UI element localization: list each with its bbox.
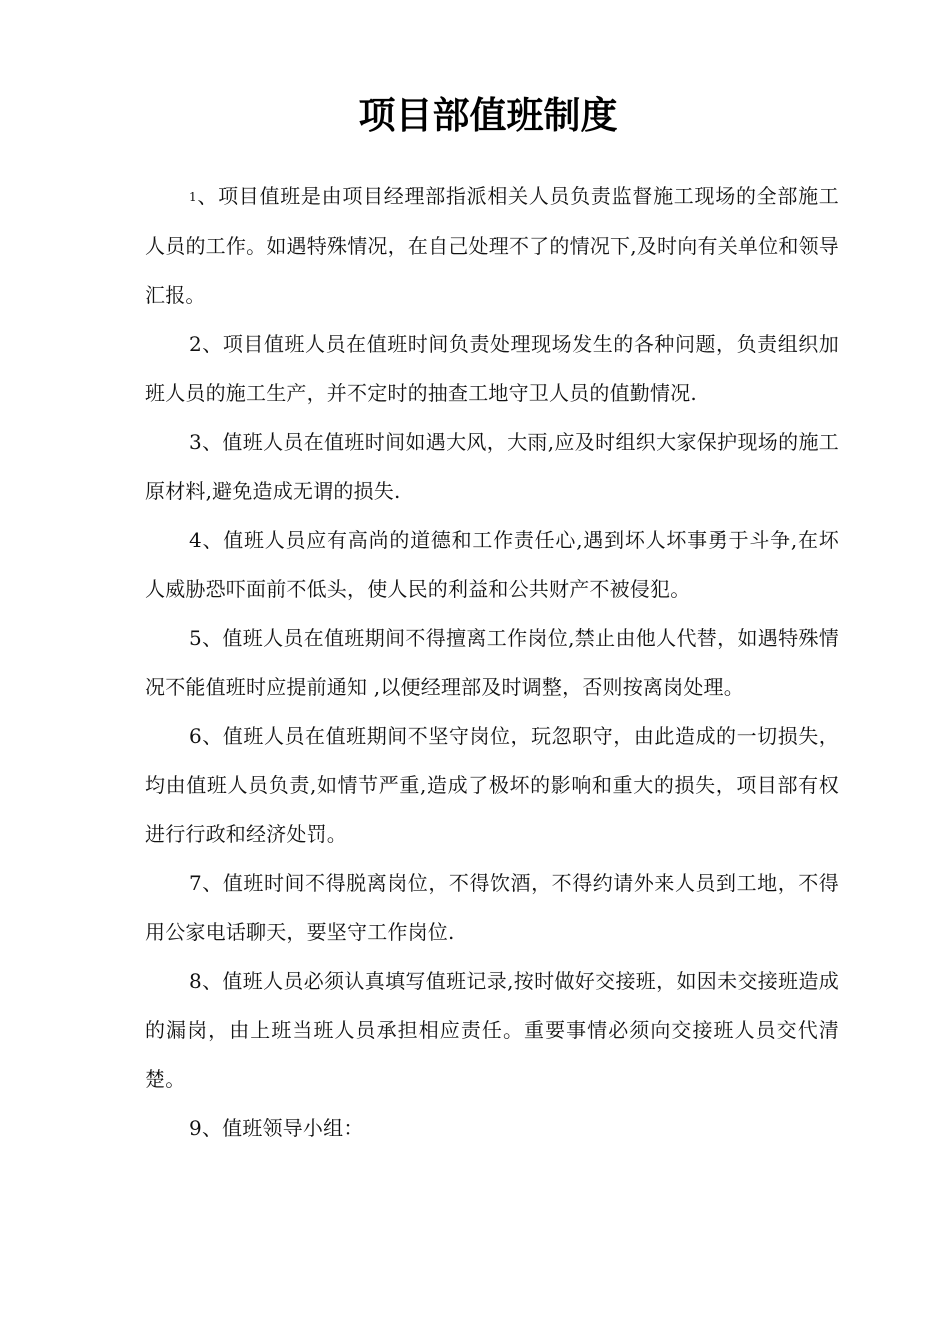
paragraph-number: 5 bbox=[189, 626, 202, 650]
paragraph-text: 、值班人员在值班时间如遇大风，大雨,应及时组织大家保护现场的施工原材料,避免造成无谓的损失. bbox=[145, 430, 839, 503]
paragraph-number: 4 bbox=[189, 528, 202, 552]
paragraph-text: 、值班人员应有高尚的道德和工作责任心,遇到坏人坏事勇于斗争,在坏人威胁恐吓面前不低头，使人民的利益和公共财产不被侵犯。 bbox=[145, 528, 839, 601]
paragraph-6 bbox=[145, 712, 839, 859]
paragraph-number: 6 bbox=[189, 724, 202, 748]
paragraph-number: 1 bbox=[189, 190, 197, 204]
paragraph-text: 、值班人员必须认真填写值班记录,按时做好交接班，如因未交接班造成的漏岗，由上班当班人员承担相应责任。重要事情必须向交接班人员交代清楚。 bbox=[145, 969, 839, 1091]
paragraph-text: 、项目值班人员在值班时间负责处理现场发生的各种问题，负责组织加班人员的施工生产，并不定时的抽查工地守卫人员的值勤情况. bbox=[145, 332, 839, 405]
paragraph-3 bbox=[145, 418, 839, 516]
paragraph-number: 3 bbox=[189, 430, 202, 454]
paragraph-9 bbox=[145, 1104, 839, 1153]
paragraph-number: 2 bbox=[189, 332, 202, 356]
paragraph-1 bbox=[145, 172, 839, 320]
paragraph-text: 、值班人员在值班期间不得擅离工作岗位,禁止由他人代替，如遇特殊情况不能值班时应提前通知 ,以便经理部及时调整，否则按离岗处理。 bbox=[145, 626, 839, 699]
paragraph-number: 7 bbox=[189, 871, 202, 895]
document-title: 项目部值班制度 bbox=[358, 94, 618, 137]
paragraph-7 bbox=[145, 859, 839, 957]
document-body bbox=[145, 172, 839, 1153]
paragraph-number: 8 bbox=[189, 969, 202, 993]
paragraph-5 bbox=[145, 614, 839, 712]
paragraph-8 bbox=[145, 957, 839, 1104]
paragraph-text: 、项目值班是由项目经理部指派相关人员负责监督施工现场的全部施工人员的工作。如遇特殊情况，在自己处理不了的情况下,及时向有关单位和领导汇报。 bbox=[145, 184, 839, 307]
paragraph-number: 9 bbox=[189, 1116, 202, 1140]
paragraph-2 bbox=[145, 320, 839, 418]
paragraph-text: 、值班时间不得脱离岗位，不得饮酒，不得约请外来人员到工地，不得用公家电话聊天，要坚守工作岗位. bbox=[145, 871, 839, 944]
paragraph-text: 、值班人员在值班期间不坚守岗位，玩忽职守，由此造成的一切损失，均由值班人员负责,如情节严重,造成了极坏的影响和重大的损失，项目部有权进行行政和经济处罚。 bbox=[145, 724, 839, 846]
paragraph-text: 、值班领导小组： bbox=[201, 1116, 364, 1140]
paragraph-4 bbox=[145, 516, 839, 614]
